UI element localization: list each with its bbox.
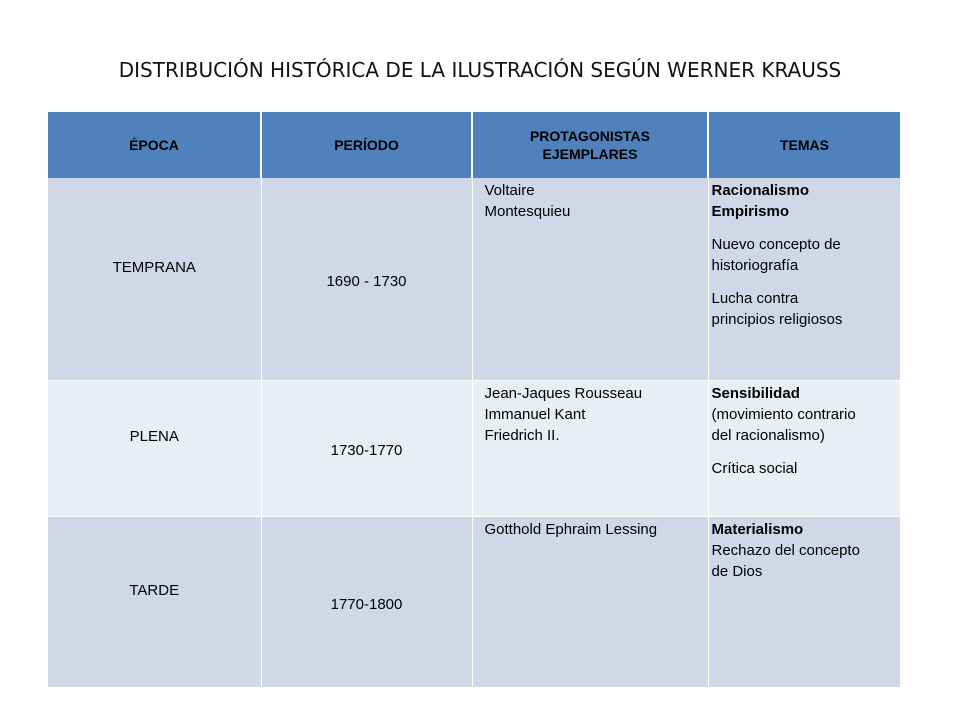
table-row bbox=[48, 517, 900, 688]
cell-protagonistas bbox=[472, 517, 708, 688]
protagonist: Montesquieu bbox=[484, 203, 571, 220]
tema-text: Nuevo concepto de bbox=[711, 236, 841, 253]
protagonist: Immanuel Kant bbox=[484, 406, 586, 424]
tema-bold: Materialismo bbox=[711, 521, 804, 539]
header-protagonistas bbox=[472, 112, 708, 178]
protagonist: Gotthold Ephraim Lessing bbox=[484, 521, 658, 539]
table-row bbox=[48, 178, 900, 381]
slide-title: DISTRIBUCIÓN HISTÓRICA DE LA ILUSTRACIÓN SEGÚN WERNER KRAUSS bbox=[118, 58, 842, 82]
table-row bbox=[48, 381, 900, 517]
tema-text: historiografía bbox=[711, 257, 799, 274]
header-row bbox=[48, 112, 900, 178]
cell-protagonistas bbox=[472, 178, 708, 381]
tema-text: de Dios bbox=[711, 563, 763, 581]
tema-text: Crítica social bbox=[711, 460, 798, 478]
history-table bbox=[48, 112, 900, 688]
cell-epoca bbox=[48, 178, 261, 381]
protagonist: Friedrich II. bbox=[484, 427, 560, 445]
protagonist: Voltaire bbox=[484, 182, 535, 199]
epoca-text: TEMPRANA bbox=[112, 258, 196, 276]
tema-text: principios religiosos bbox=[711, 311, 843, 328]
periodo-text: 1770-1800 bbox=[330, 595, 403, 613]
epoca-text: TARDE bbox=[129, 581, 180, 599]
cell-epoca bbox=[48, 381, 261, 517]
cell-protagonistas bbox=[472, 381, 708, 517]
header-temas: TEMAS bbox=[708, 112, 900, 178]
tema-bold: Empirismo bbox=[711, 203, 790, 220]
cell-temas bbox=[708, 178, 900, 381]
header-protagonistas-line2: EJEMPLARES bbox=[542, 146, 638, 162]
cell-temas bbox=[708, 381, 900, 517]
header-epoca: ÉPOCA bbox=[48, 112, 261, 178]
cell-temas bbox=[708, 517, 900, 688]
tema-text: (movimiento contrario bbox=[711, 406, 856, 424]
tema-text: Lucha contra bbox=[711, 290, 799, 307]
tema-bold: Racionalismo bbox=[711, 182, 810, 199]
tema-text: del racionalismo) bbox=[711, 427, 825, 445]
cell-periodo bbox=[261, 381, 472, 517]
header-periodo: PERÍODO bbox=[261, 112, 472, 178]
protagonist: Jean-Jaques Rousseau bbox=[484, 385, 643, 403]
epoca-text: PLENA bbox=[129, 428, 179, 446]
tema-text: Rechazo del concepto bbox=[711, 542, 860, 560]
periodo-text: 1690 - 1730 bbox=[326, 272, 407, 290]
header-protagonistas-line1: PROTAGONISTAS bbox=[529, 128, 651, 144]
cell-epoca bbox=[48, 517, 261, 688]
cell-periodo bbox=[261, 178, 472, 381]
tema-bold: Sensibilidad bbox=[711, 385, 800, 403]
cell-periodo bbox=[261, 517, 472, 688]
periodo-text: 1730-1770 bbox=[330, 442, 403, 460]
